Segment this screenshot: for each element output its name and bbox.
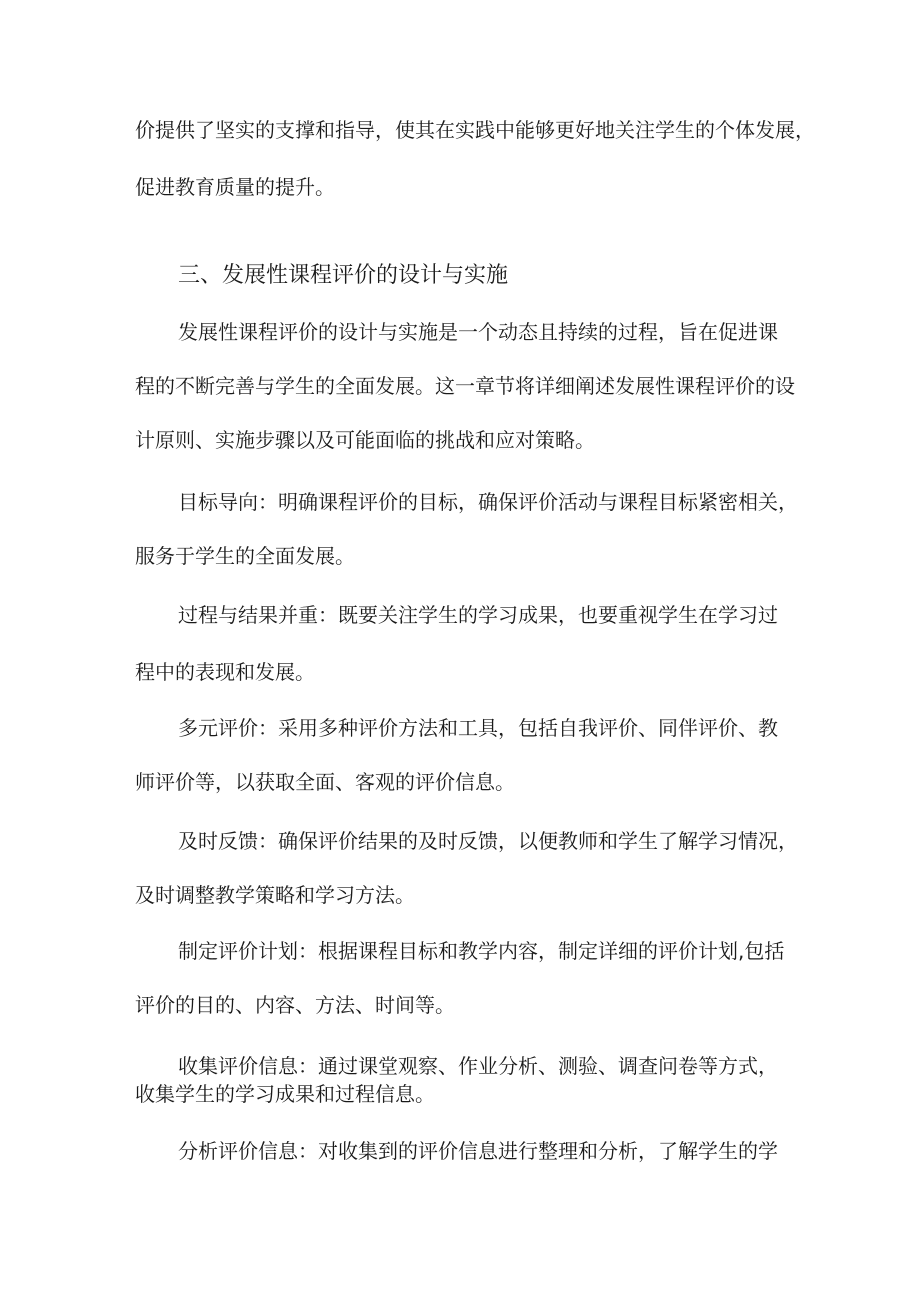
paragraph-line: 及时调整教学策略和学习方法。 xyxy=(135,883,415,907)
paragraph-line: 收集学生的学习成果和过程信息。 xyxy=(135,1082,435,1106)
paragraph-line: 评价的目的、内容、方法、时间等。 xyxy=(135,993,455,1017)
paragraph-line: 收集评价信息：通过课堂观察、作业分析、测验、调查问卷等方式， xyxy=(178,1054,778,1078)
paragraph-line: 多元评价：采用多种评价方法和工具，包括自我评价、同伴评价、教 xyxy=(178,716,778,740)
section-heading: 三、发展性课程评价的设计与实施 xyxy=(178,263,509,288)
paragraph-line: 促进教育质量的提升。 xyxy=(135,175,335,199)
paragraph-line: 制定评价计划：根据课程目标和教学内容，制定详细的评价计划,包括 xyxy=(178,939,785,963)
paragraph-line: 过程与结果并重：既要关注学生的学习成果，也要重视学生在学习过 xyxy=(178,603,778,627)
paragraph-line: 目标导向：明确课程评价的目标，确保评价活动与课程目标紧密相关， xyxy=(178,490,798,514)
paragraph-line: 服务于学生的全面发展。 xyxy=(135,544,355,568)
paragraph-line: 分析评价信息：对收集到的评价信息进行整理和分析，了解学生的学 xyxy=(178,1139,778,1163)
paragraph-line: 计原则、实施步骤以及可能面临的挑战和应对策略。 xyxy=(135,428,595,452)
paragraph-line: 程中的表现和发展。 xyxy=(135,660,315,684)
paragraph-line: 发展性课程评价的设计与实施是一个动态且持续的过程，旨在促进课 xyxy=(178,320,778,344)
paragraph-line: 价提供了坚实的支撑和指导，使其在实践中能够更好地关注学生的个体发展， xyxy=(135,118,815,142)
paragraph-line: 程的不断完善与学生的全面发展。这一章节将详细阐述发展性课程评价的设 xyxy=(135,374,795,398)
paragraph-line: 及时反馈：确保评价结果的及时反馈，以便教师和学生了解学习情况， xyxy=(178,829,798,853)
paragraph-line: 师评价等，以获取全面、客观的评价信息。 xyxy=(135,770,515,794)
